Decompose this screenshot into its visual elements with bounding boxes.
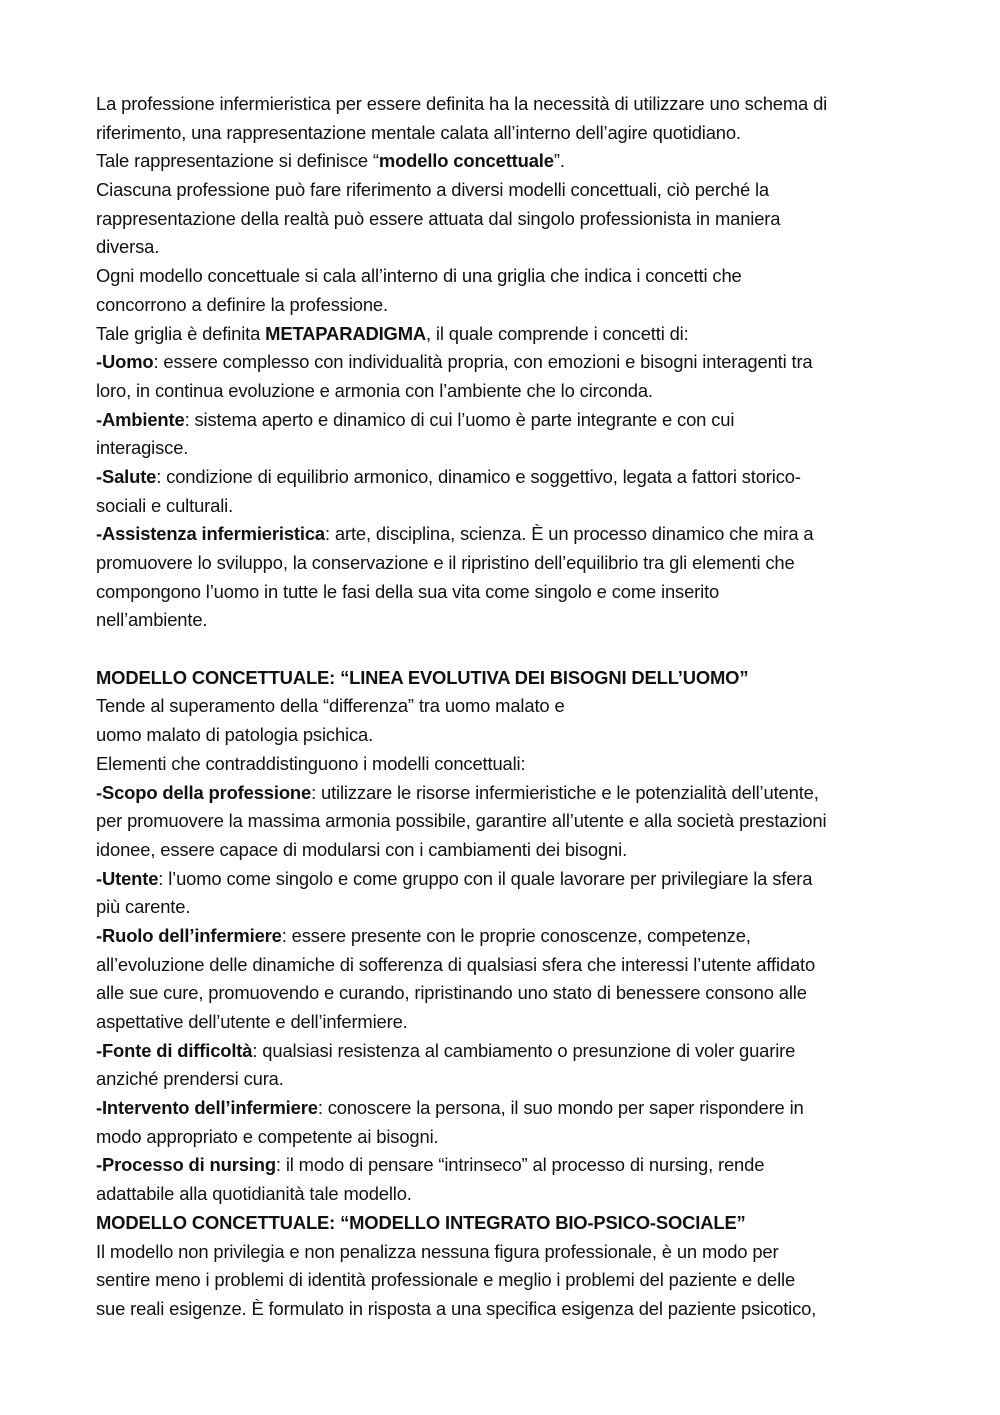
paragraph-line: anziché prendersi cura. bbox=[96, 1068, 284, 1090]
text-span: : essere presente con le proprie conoscenze, competenze, bbox=[281, 924, 751, 946]
bold-term: -Ruolo dell’infermiere bbox=[96, 924, 282, 946]
paragraph-line bbox=[96, 320, 960, 349]
bold-term: -Utente bbox=[96, 867, 159, 889]
section-heading bbox=[96, 1209, 960, 1238]
definition-line bbox=[96, 865, 960, 894]
text-span: : essere complesso con individualità propria, con emozioni e bisogni interagenti tra bbox=[153, 351, 813, 373]
bold-term: -Salute bbox=[96, 465, 157, 487]
definition-line bbox=[96, 1037, 960, 1066]
bold-term: modello concettuale bbox=[378, 150, 554, 172]
paragraph-line: compongono l’uomo in tutte le fasi della sua vita come singolo e come inserito bbox=[96, 580, 720, 602]
bold-term: -Processo di nursing bbox=[96, 1154, 276, 1176]
definition-line bbox=[96, 1094, 960, 1123]
paragraph-line: Ciascuna professione può fare riferimento a diversi modelli concettuali, ciò perché la bbox=[96, 179, 770, 201]
paragraph-line: sue reali esigenze. È formulato in risposta a una specifica esigenza del paziente psicotico, bbox=[96, 1297, 817, 1319]
paragraph-line: uomo malato di patologia psichica. bbox=[96, 724, 374, 746]
paragraph-line: interagisce. bbox=[96, 437, 189, 459]
paragraph-line: idonee, essere capace di modularsi con i cambiamenti dei bisogni. bbox=[96, 838, 628, 860]
text-span: : arte, disciplina, scienza. È un processo dinamico che mira a bbox=[325, 523, 814, 545]
paragraph-line: riferimento, una rappresentazione mentale calata all’interno dell’agire quotidiano. bbox=[96, 121, 741, 143]
paragraph-line: Ogni modello concettuale si cala all’interno di una griglia che indica i concetti che bbox=[96, 265, 742, 287]
paragraph-line: alle sue cure, promuovendo e curando, ripristinando uno stato di benessere consono alle bbox=[96, 982, 807, 1004]
text-span: : sistema aperto e dinamico di cui l’uomo è parte integrante e con cui bbox=[184, 408, 735, 430]
paragraph-line: concorrono a definire la professione. bbox=[96, 293, 388, 315]
paragraph-line: più carente. bbox=[96, 896, 191, 918]
definition-line bbox=[96, 922, 960, 951]
paragraph-line: rappresentazione della realtà può essere attuata dal singolo professionista in maniera bbox=[96, 207, 781, 229]
text-span: : condizione di equilibrio armonico, dinamico e soggettivo, legata a fattori storico- bbox=[156, 465, 801, 487]
paragraph-line: all’evoluzione delle dinamiche di sofferenza di qualsiasi sfera che interessi l’utente affidato bbox=[96, 953, 816, 975]
paragraph-line: diversa. bbox=[96, 236, 160, 258]
bold-term: -Assistenza infermieristica bbox=[96, 523, 325, 545]
text-span: : il modo di pensare “intrinseco” al processo di nursing, rende bbox=[275, 1154, 765, 1176]
paragraph-line: loro, in continua evoluzione e armonia con l’ambiente che lo circonda. bbox=[96, 379, 653, 401]
text-span: : qualsiasi resistenza al cambiamento o presunzione di voler guarire bbox=[252, 1039, 796, 1061]
bold-term: -Ambiente bbox=[96, 408, 185, 430]
bold-term: -Fonte di difficoltà bbox=[96, 1039, 253, 1061]
text-span: , il quale comprende i concetti di: bbox=[426, 322, 689, 344]
text-span: : utilizzare le risorse infermieristiche e le potenzialità dell’utente, bbox=[311, 781, 819, 803]
bold-term: -Uomo bbox=[96, 351, 154, 373]
paragraph-line: Tende al superamento della “differenza” tra uomo malato e bbox=[96, 695, 565, 717]
definition-line bbox=[96, 1151, 960, 1180]
definition-line bbox=[96, 520, 960, 549]
section-heading bbox=[96, 664, 960, 693]
bold-term: -Scopo della professione bbox=[96, 781, 312, 803]
bold-term: -Intervento dell’infermiere bbox=[96, 1097, 318, 1119]
heading-text: MODELLO CONCETTUALE: “LINEA EVOLUTIVA DEI BISOGNI DELL’UOMO” bbox=[96, 666, 749, 688]
bold-term: METAPARADIGMA bbox=[265, 322, 426, 344]
paragraph-line: nell’ambiente. bbox=[96, 609, 208, 631]
text-span: : conoscere la persona, il suo mondo per saper rispondere in bbox=[317, 1097, 804, 1119]
paragraph-line: Elementi che contraddistinguono i modelli concettuali: bbox=[96, 752, 526, 774]
spacer bbox=[96, 635, 960, 664]
text-span: Tale griglia è definita bbox=[96, 322, 266, 344]
paragraph-line: La professione infermieristica per essere definita ha la necessità di utilizzare uno schema di bbox=[96, 93, 828, 114]
definition-line bbox=[96, 406, 960, 435]
text-span: Tale rappresentazione si definisce “ bbox=[96, 150, 379, 172]
definition-line bbox=[96, 463, 960, 492]
paragraph-line: sentire meno i problemi di identità professionale e meglio i problemi del paziente e delle bbox=[96, 1269, 796, 1291]
paragraph-line: promuovere lo sviluppo, la conservazione e il ripristino dell’equilibrio tra gli elementi che bbox=[96, 552, 795, 573]
heading-text: MODELLO CONCETTUALE: “MODELLO INTEGRATO BIO-PSICO-SOCIALE” bbox=[96, 1211, 746, 1233]
paragraph-line: per promuovere la massima armonia possibile, garantire all’utente e alla società prestazioni bbox=[96, 810, 827, 832]
paragraph-line: aspettative dell’utente e dell’infermiere. bbox=[96, 1011, 408, 1032]
paragraph-line: Il modello non privilegia e non penalizza nessuna figura professionale, è un modo per bbox=[96, 1240, 779, 1262]
text-span: ”. bbox=[553, 150, 565, 172]
definition-line bbox=[96, 779, 960, 808]
text-span: : l’uomo come singolo e come gruppo con il quale lavorare per privilegiare la sfera bbox=[158, 867, 813, 889]
definition-line bbox=[96, 348, 960, 377]
paragraph-line: sociali e culturali. bbox=[96, 494, 234, 516]
paragraph-line: modo appropriato e competente ai bisogni. bbox=[96, 1125, 439, 1147]
paragraph-line bbox=[96, 147, 960, 176]
paragraph-line: adattabile alla quotidianità tale modello. bbox=[96, 1183, 412, 1205]
